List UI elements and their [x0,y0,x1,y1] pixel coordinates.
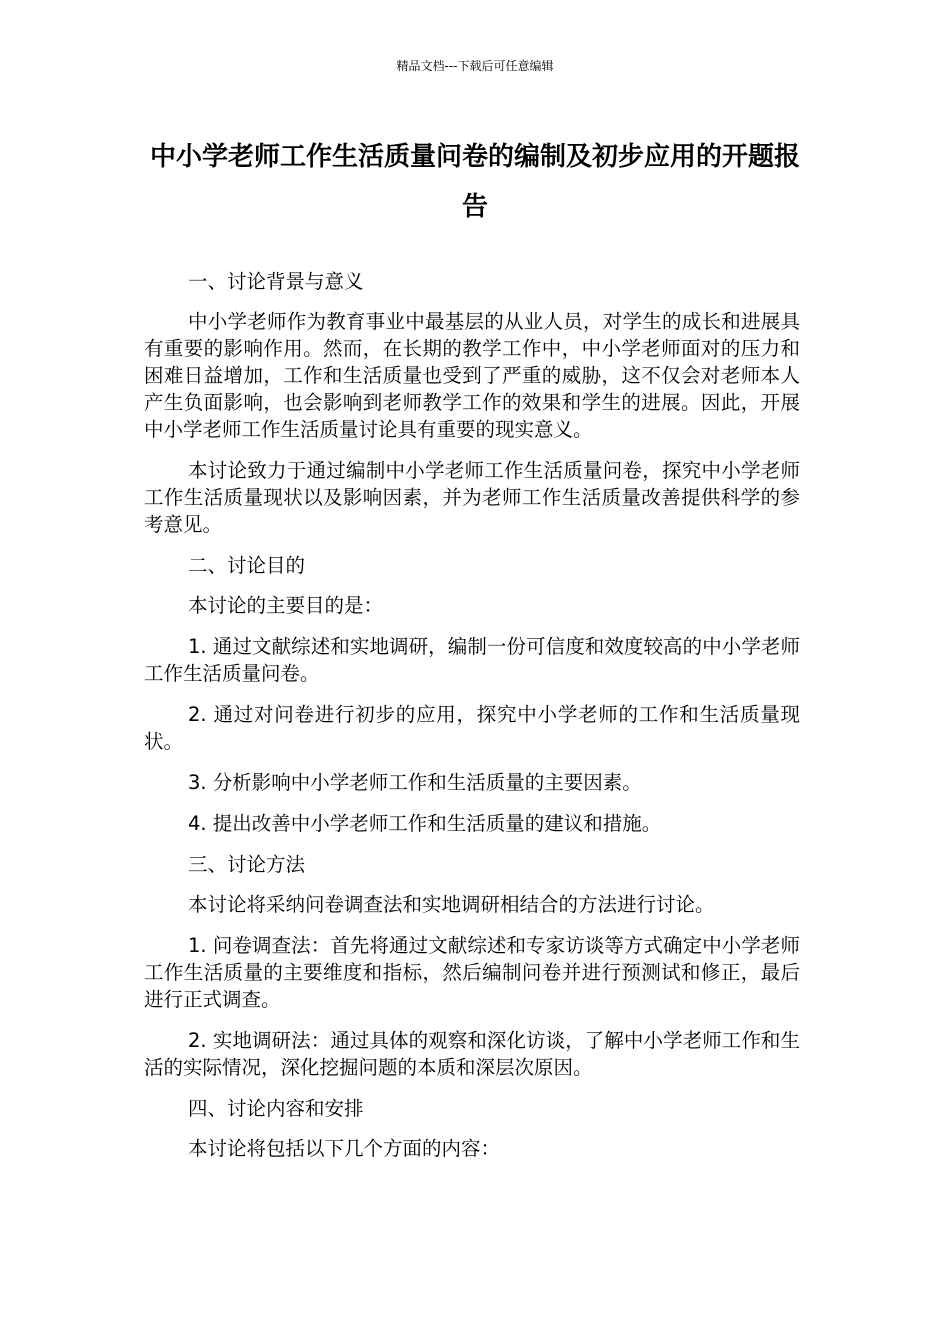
list-item: 3. 分析影响中小学老师工作和生活质量的主要因素。 [188,771,642,794]
section-heading: 一、讨论背景与意义 [188,270,364,293]
list-item: 2. 通过对问卷进行初步的应用，探究中小学老师的工作和生活质量现状。 [144,703,800,753]
paragraph: 本讨论将采纳问卷调查法和实地调研相结合的方法进行讨论。 [188,893,715,916]
list-item: 2. 实地调研法：通过具体的观察和深化访谈，了解中小学老师工作和生活的实际情况，深化挖掘问题的本质和深层次原因。 [144,1029,800,1079]
list-item: 1. 通过文献综述和实地调研，编制一份可信度和效度较高的中小学老师工作生活质量问卷。 [144,635,800,685]
section-heading: 二、讨论目的 [188,554,306,577]
paragraph: 中小学老师作为教育事业中最基层的从业人员，对学生的成长和进展具有重要的影响作用。然而，在长期的教学工作中，中小学老师面对的压力和困难日益增加，工作和生活质量也受到了严重的威胁，这不仅会对老师本人产生负面影响，也会影响到老师教学工作的效果和学生的进展。因此，开展中小学老师工作生活质量讨论具有重要的现实意义。 [144,310,800,441]
list-item: 1. 问卷调查法：首先将通过文献综述和专家访谈等方式确定中小学老师工作生活质量的主要维度和指标，然后编制问卷并进行预测试和修正，最后进行正式调查。 [144,934,800,1011]
paragraph: 本讨论致力于通过编制中小学老师工作生活质量问卷，探究中小学老师工作生活质量现状以及影响因素，并为老师工作生活质量改善提供科学的参考意见。 [144,459,800,536]
page-header: 精品文档---下载后可任意编辑 [396,59,554,73]
section-heading: 四、讨论内容和安排 [188,1097,364,1120]
section-heading: 三、讨论方法 [188,853,306,876]
paragraph: 本讨论的主要目的是： [188,594,384,617]
document-body [144,268,800,1176]
list-item: 4. 提出改善中小学老师工作和生活质量的建议和措施。 [188,812,662,835]
document-title: 中小学老师工作生活质量问卷的编制及初步应用的开题报告 [149,142,800,222]
paragraph: 本讨论将包括以下几个方面的内容： [188,1137,501,1160]
